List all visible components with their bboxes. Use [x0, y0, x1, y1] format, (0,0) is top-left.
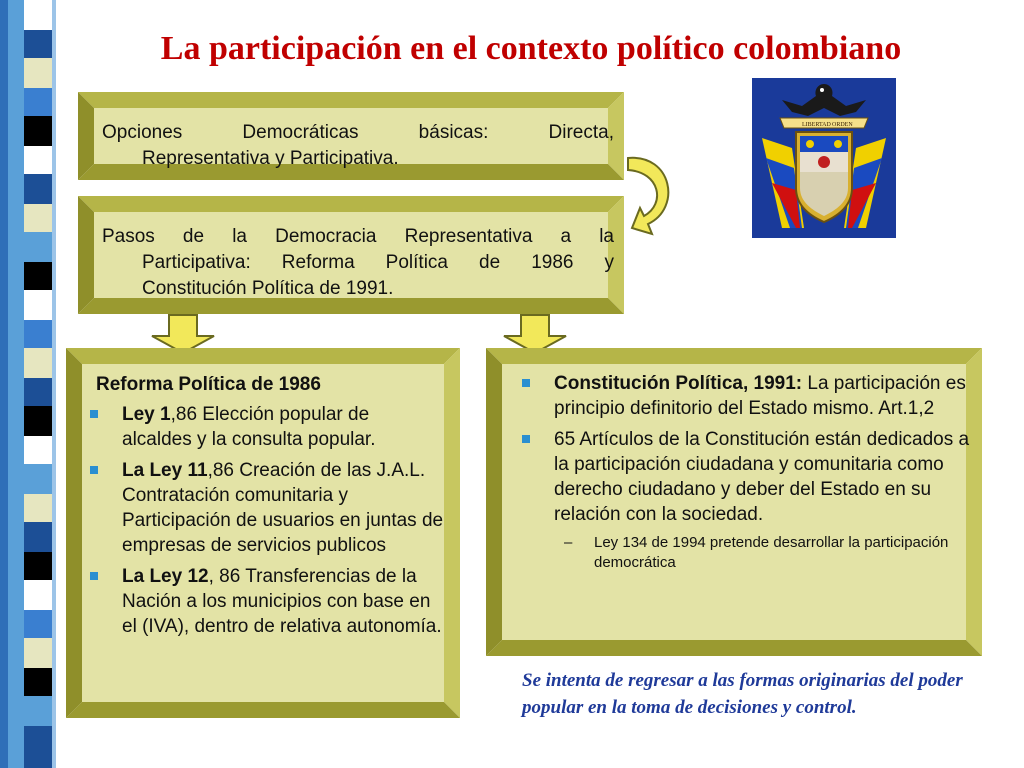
constitucion-1991-content [514, 371, 974, 573]
list-item [82, 564, 444, 639]
curved-arrow-icon [626, 150, 678, 248]
slide-title: La participación en el contexto político colombiano [160, 30, 902, 67]
democracy-steps-text [102, 224, 614, 302]
law-description: ,86 Creación de las J.A.L. Contratación comunitaria y Participación de usuarios en juntas de empresas de servicios publicos [122, 460, 444, 556]
democracy-steps-line2: Participativa: Reforma Política de 1986 y [142, 252, 614, 273]
law-name: La Ley 11 [122, 460, 208, 481]
list-item [82, 402, 444, 452]
democracy-steps-box [78, 196, 624, 314]
bullet-icon [522, 435, 530, 443]
reforma-1986-content [84, 372, 444, 645]
democracy-steps-line1: Pasos de la Democracia Representativa a la [102, 226, 614, 247]
crest-banner-right: ORDEN [832, 122, 853, 128]
bullet-icon [90, 572, 98, 580]
reforma-1986-box [66, 348, 460, 718]
crest-banner-left: LIBERTAD [802, 122, 831, 128]
sub-item-text: Ley 134 de 1994 pretende desarrollar la participación democrática [594, 534, 949, 571]
sub-list-item [514, 533, 974, 573]
colombia-coat-of-arms-icon [752, 78, 896, 238]
democratic-options-text [102, 120, 614, 172]
democratic-options-box [78, 92, 624, 180]
item-description: 65 Artículos de la Constitución están dedicados a la participación ciudadana y comunitaria como derecho ciudadano y deber del Estado en su relación con la sociedad. [554, 429, 970, 525]
law-description: ,86 Elección popular de alcaldes y la consulta popular. [122, 404, 376, 450]
list-item [514, 371, 974, 421]
constitucion-1991-box [486, 348, 982, 656]
law-description: , 86 Transferencias de la Nación a los municipios con base en el (IVA), dentro de relativa autonomía. [122, 566, 442, 637]
item-heading: Constitución Política, 1991: [554, 373, 803, 394]
law-name: Ley 1 [122, 404, 171, 425]
law-name: La Ley 12 [122, 566, 209, 587]
list-item [514, 427, 974, 527]
democracy-steps-line3: Constitución Política de 1991. [142, 278, 394, 299]
bullet-icon [90, 410, 98, 418]
dash-icon: – [564, 534, 573, 551]
reforma-1986-heading: Reforma Política de 1986 [96, 374, 321, 395]
conclusion-note: Se intenta de regresar a las formas originarias del poder popular en la toma de decisiones y control. [522, 670, 963, 718]
democratic-options-line2: Representativa y Participativa. [142, 148, 399, 169]
decorative-left-stripe [0, 0, 56, 768]
item-description: La participación es principio definitorio del Estado mismo. Art.1,2 [554, 373, 966, 419]
bullet-icon [90, 466, 98, 474]
bullet-icon [522, 379, 530, 387]
democratic-options-line1: Opciones Democráticas básicas: Directa, [102, 122, 614, 143]
list-item [82, 458, 444, 558]
